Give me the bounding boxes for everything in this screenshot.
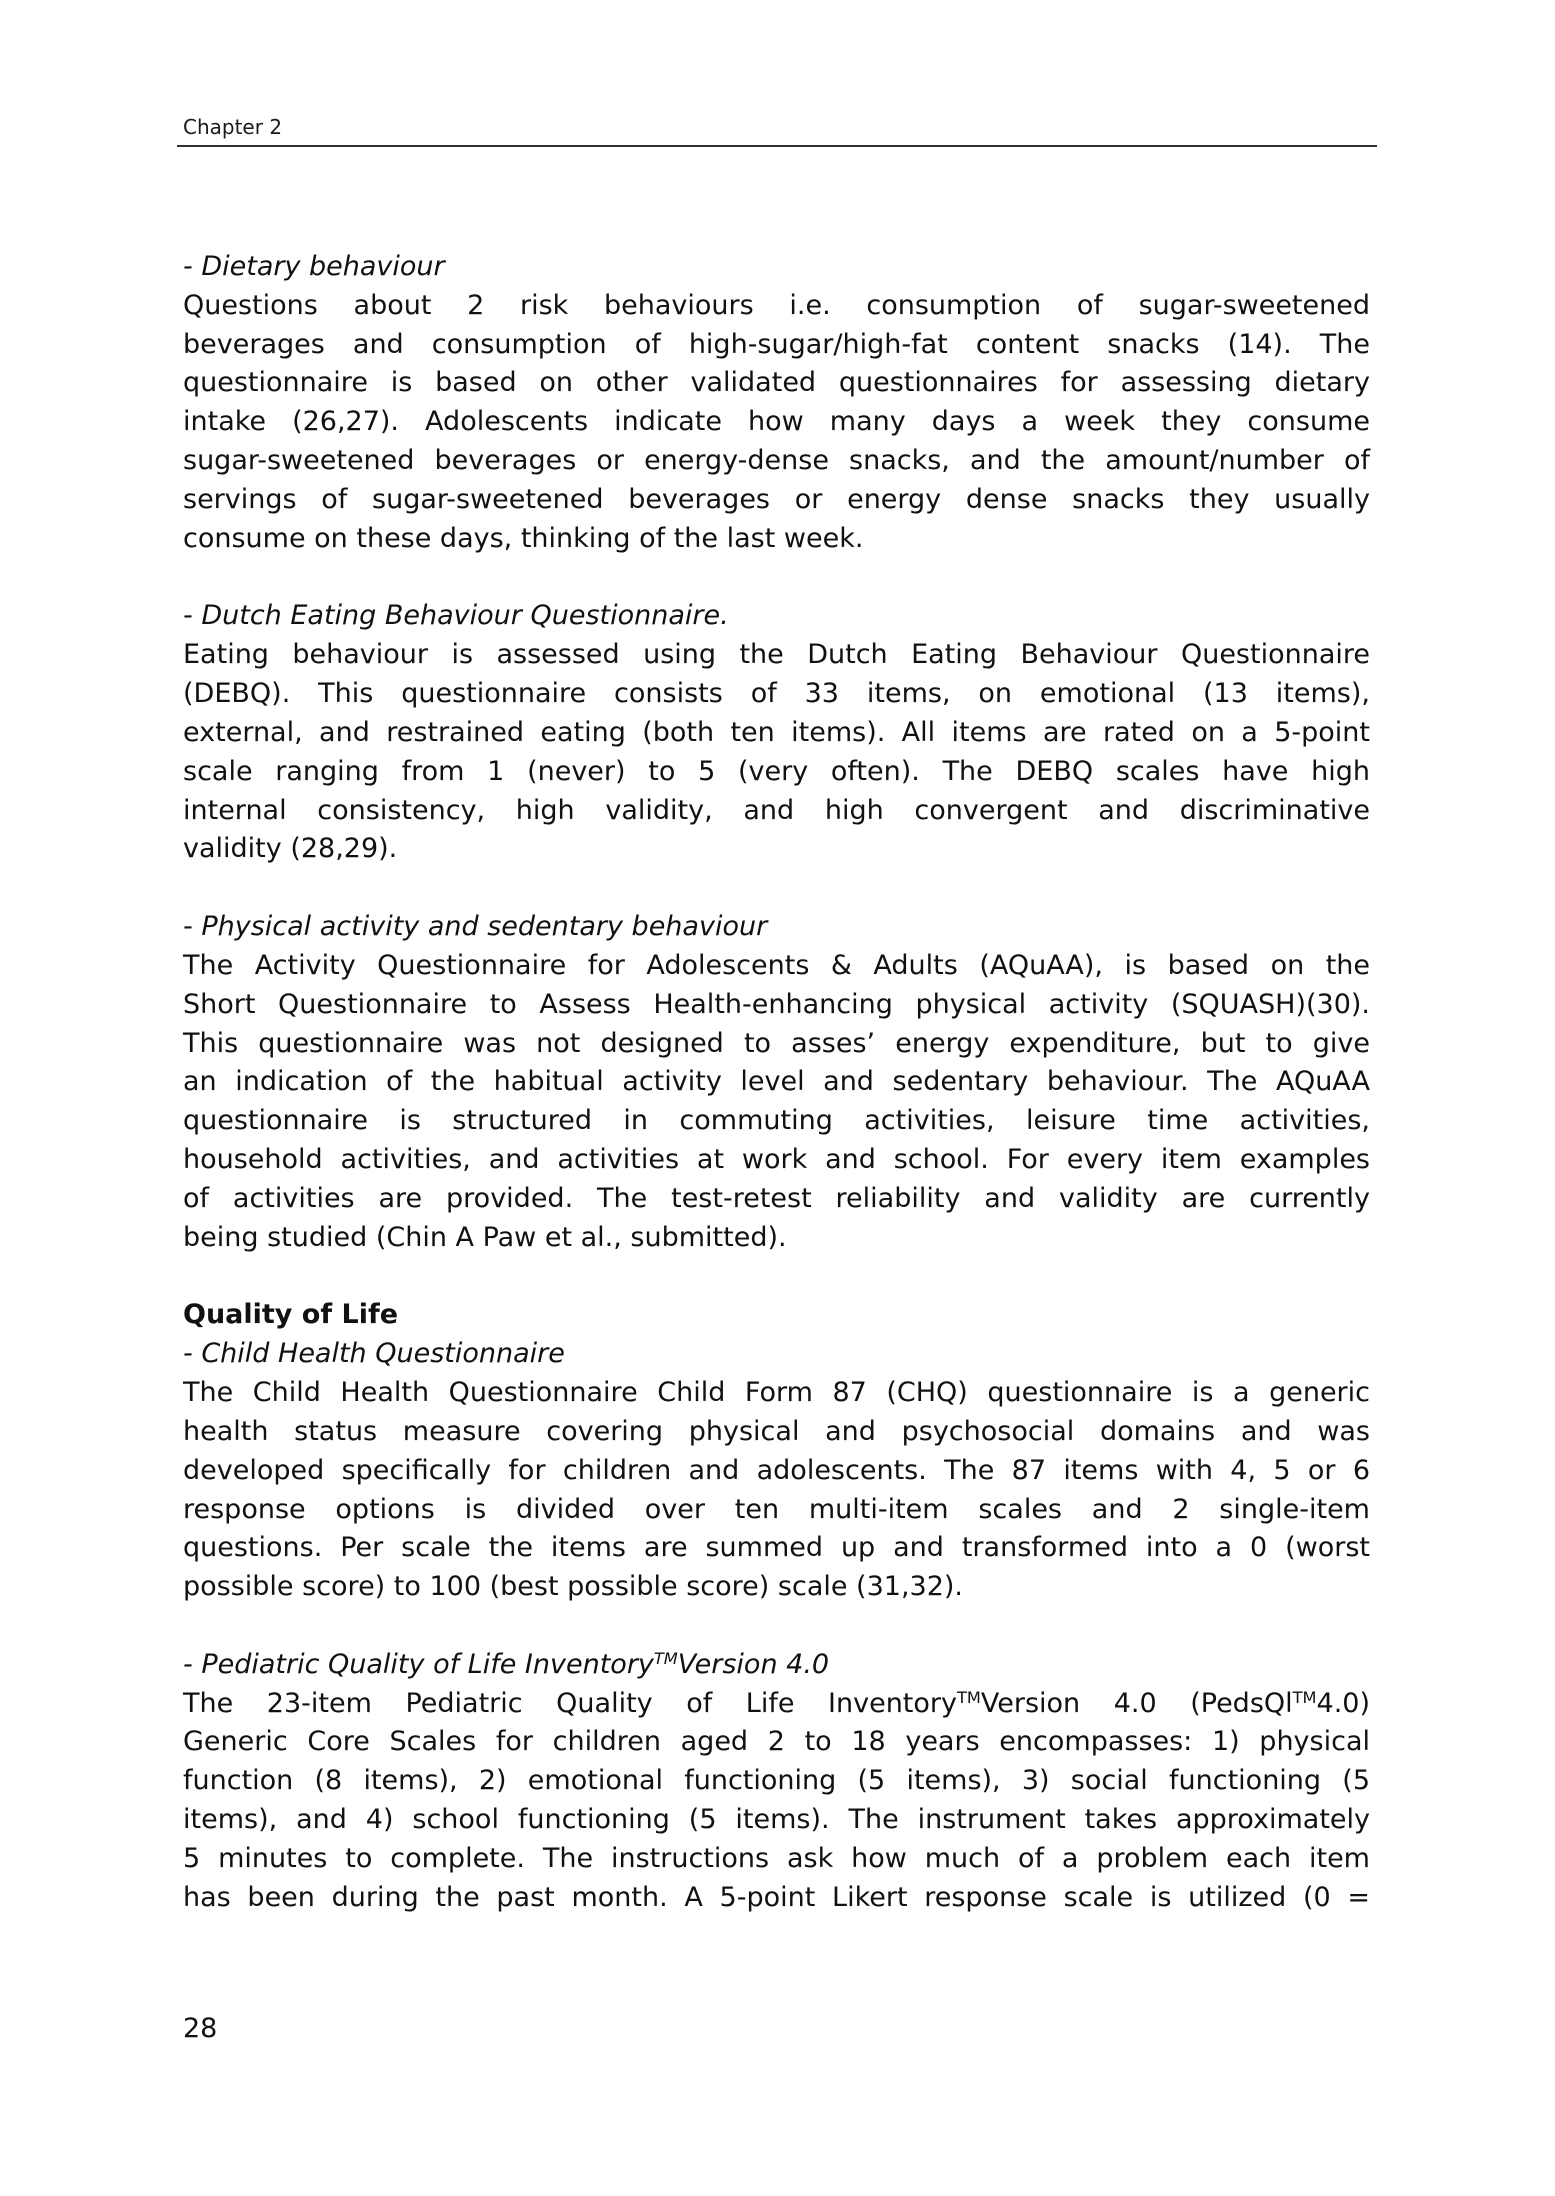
text-line: questions. Per scale the items are summed up and transformed into a 0 (worst — [183, 1532, 1370, 1564]
text-line: an indication of the habitual activity level and sedentary behaviour. The AQuAA — [183, 1066, 1370, 1098]
header-rule — [177, 145, 1377, 147]
text-line: response options is divided over ten multi-item scales and 2 single-item — [183, 1493, 1370, 1525]
text-line: of activities are provided. The test-retest reliability and validity are currently — [183, 1182, 1370, 1214]
text-line: consume on these days, thinking of the last week. — [183, 522, 864, 554]
text-line: Eating behaviour is assessed using the Dutch Eating Behaviour Questionnaire — [183, 639, 1370, 671]
text-line: Short Questionnaire to Assess Health-enhancing physical activity (SQUASH)(30). — [183, 988, 1370, 1020]
blank-line — [183, 1607, 1370, 1646]
text-line: possible score) to 100 (best possible score) scale (31,32). — [183, 1571, 964, 1603]
text-line: internal consistency, high validity, and high convergent and discriminative — [183, 794, 1370, 826]
text-line: external, and restrained eating (both ten items). All items are rated on a 5-point — [183, 716, 1370, 748]
text-line: servings of sugar-sweetened beverages or energy dense snacks they usually — [183, 483, 1370, 515]
text-line: intake (26,27). Adolescents indicate how many days a week they consume — [183, 406, 1370, 438]
subsection-heading-debq: - Dutch Eating Behaviour Questionnaire. — [183, 600, 729, 632]
text-line: beverages and consumption of high-sugar/high-fat content snacks (14). The — [183, 328, 1370, 360]
text-line: health status measure covering physical and psychosocial domains and was — [183, 1415, 1370, 1447]
blank-line — [183, 1258, 1370, 1297]
text-line: developed specifically for children and adolescents. The 87 items with 4, 5 or 6 — [183, 1454, 1370, 1486]
text-line: function (8 items), 2) emotional functioning (5 items), 3) social functioning (5 — [183, 1765, 1370, 1797]
blank-line — [183, 559, 1370, 598]
text-line: This questionnaire was not designed to asses’ energy expenditure, but to give — [183, 1027, 1370, 1059]
running-header: Chapter 2 — [183, 115, 283, 139]
text-segment: 4.0) — [1316, 1687, 1370, 1719]
text-line: The Child Health Questionnaire Child Form 87 (CHQ) questionnaire is a generic — [183, 1377, 1370, 1409]
text-line: has been during the past month. A 5-point Likert response scale is utilized (0 = — [183, 1881, 1370, 1913]
text-line: questionnaire is based on other validated questionnaires for assessing dietary — [183, 367, 1370, 399]
subsection-heading-physical-activity: - Physical activity and sedentary behaviour — [183, 911, 768, 943]
heading-text: Version 4.0 — [677, 1648, 830, 1680]
text-line: Generic Core Scales for children aged 2 to 18 years encompasses: 1) physical — [183, 1726, 1370, 1758]
text-line: Questions about 2 risk behaviours i.e. consumption of sugar-sweetened — [183, 289, 1370, 321]
text-line: questionnaire is structured in commuting activities, leisure time activities, — [183, 1105, 1370, 1137]
text-line: being studied (Chin A Paw et al., submitted). — [183, 1221, 787, 1253]
text-line: (DEBQ). This questionnaire consists of 33 items, on emotional (13 items), — [183, 678, 1370, 710]
blank-line — [183, 869, 1370, 908]
section-heading-quality-of-life: Quality of Life — [183, 1299, 399, 1331]
heading-text: - Pediatric Quality of Life Inventory — [183, 1648, 654, 1680]
text-line: household activities, and activities at work and school. For every item examples — [183, 1144, 1370, 1176]
text-segment: The 23-item Pediatric Quality of Life Inventory — [183, 1687, 957, 1719]
text-line — [183, 1685, 1370, 1724]
trademark-superscript: TM — [1292, 1687, 1317, 1707]
trademark-superscript: TM — [957, 1687, 981, 1707]
page-number: 28 — [183, 2013, 218, 2044]
subsection-heading-chq: - Child Health Questionnaire — [183, 1338, 565, 1370]
text-line: scale ranging from 1 (never) to 5 (very often). The DEBQ scales have high — [183, 755, 1370, 787]
text-line: The Activity Questionnaire for Adolescents & Adults (AQuAA), is based on the — [183, 949, 1370, 981]
subsection-heading-pedsql — [183, 1646, 1370, 1685]
text-line: sugar-sweetened beverages or energy-dense snacks, and the amount/number of — [183, 445, 1370, 477]
subsection-heading-dietary: - Dietary behaviour — [183, 251, 445, 282]
text-line: items), and 4) school functioning (5 items). The instrument takes approximately — [183, 1804, 1370, 1836]
text-line: validity (28,29). — [183, 833, 398, 865]
text-line: 5 minutes to complete. The instructions ask how much of a problem each item — [183, 1842, 1370, 1874]
body-text — [183, 248, 1370, 1918]
text-segment: Version 4.0 (PedsQl — [980, 1687, 1293, 1719]
trademark-superscript: TM — [653, 1648, 678, 1668]
